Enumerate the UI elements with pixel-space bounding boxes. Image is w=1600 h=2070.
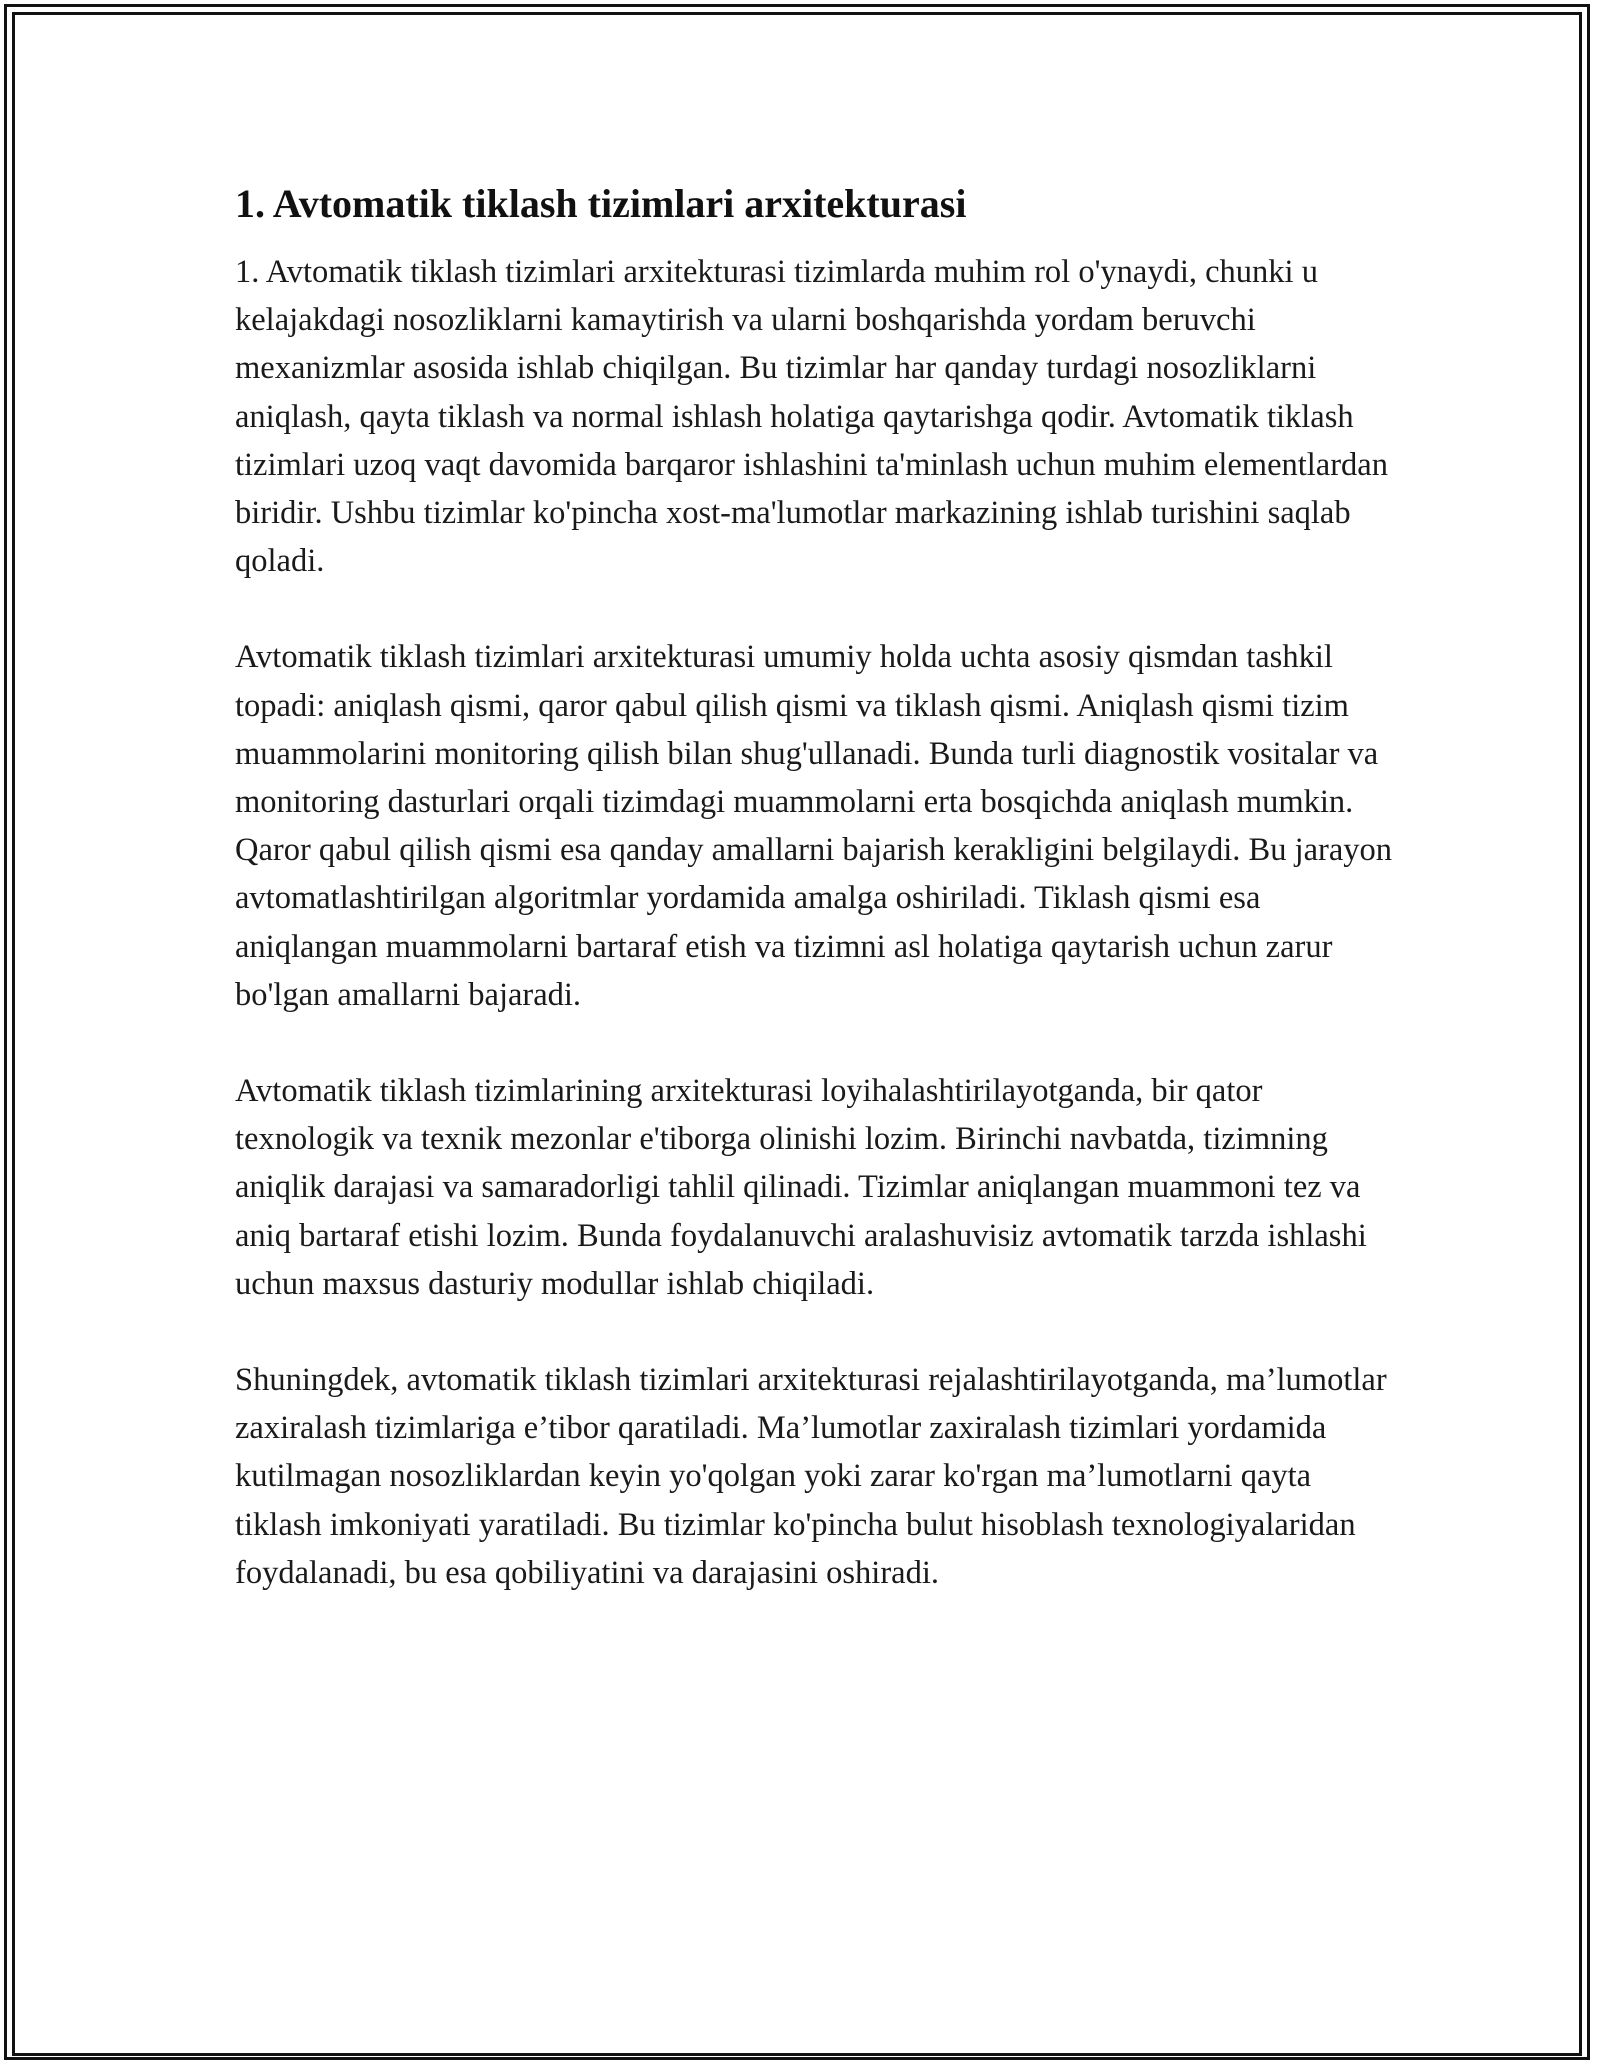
paragraph-architecture-parts: Avtomatik tiklash tizimlari arxitekturasi umumiy holda uchta asosiy qismdan tashkil topadi: aniqlash qismi, qaror qabul qilish qismi va tiklash qismi. Aniqlash qismi tizim muammolarini monitoring qilish bilan shug'ullanadi. Bunda turli diagnostik vositalar va monitoring dasturlari orqali tizimdagi muammolarni erta bosqichda aniqlash mumkin. Qaror qabul qilish qismi esa qanday amallarni bajarish kerakligini belgilaydi. Bu jarayon avtomatlashtirilgan algoritmlar yordamida amalga oshiriladi. Tiklash qismi esa aniqlangan muammolarni bartaraf etish va tizimni asl holatiga qaytarish uchun zarur bo'lgan amallarni bajaradi.	[235, 639, 1393, 1013]
paragraph-data-backup: Shuningdek, avtomatik tiklash tizimlari arxitekturasi rejalashtirilayotganda, ma’lumotlar zaxiralash tizimlariga e’tibor qaratiladi. Ma’lumotlar zaxiralash tizimlari yordamida kutilmagan nosozliklardan keyin yo'qolgan yoki zarar ko'rgan ma’lumotlarni qayta tiklash imkoniyati yaratiladi. Bu tizimlar ko'pincha bulut hisoblash texnologiyalaridan foydalanadi, bu esa qobiliyatini va darajasini oshiradi.	[235, 1362, 1387, 1591]
paragraph-design-criteria: Avtomatik tiklash tizimlarining arxitekturasi loyihalashtirilayotganda, bir qator texnologik va texnik mezonlar e'tiborga olinishi lozim. Birinchi navbatda, tizimning aniqlik darajasi va samaradorligi tahlil qilinadi. Tizimlar aniqlangan muammoni tez va aniq bartaraf etishi lozim. Bunda foydalanuvchi aralashuvisiz avtomatik tarzda ishlashi uchun maxsus dasturiy modullar ishlab chiqiladi.	[235, 1073, 1367, 1302]
document-body	[235, 180, 1395, 1645]
section-heading: 1. Avtomatik tiklash tizimlari arxitekturasi	[235, 181, 967, 226]
paragraph-intro: 1. Avtomatik tiklash tizimlari arxitekturasi tizimlarda muhim rol o'ynaydi, chunki u kelajakdagi nosozliklarni kamaytirish va ularni boshqarishda yordam beruvchi mexanizmlar asosida ishlab chiqilgan. Bu tizimlar har qanday turdagi nosozliklarni aniqlash, qayta tiklash va normal ishlash holatiga qaytarishga qodir. Avtomatik tiklash tizimlari uzoq vaqt davomida barqaror ishlashini ta'minlash uchun muhim elementlardan biridir. Ushbu tizimlar ko'pincha xost-ma'lumotlar markazining ishlab turishini saqlab qoladi.	[235, 254, 1388, 580]
